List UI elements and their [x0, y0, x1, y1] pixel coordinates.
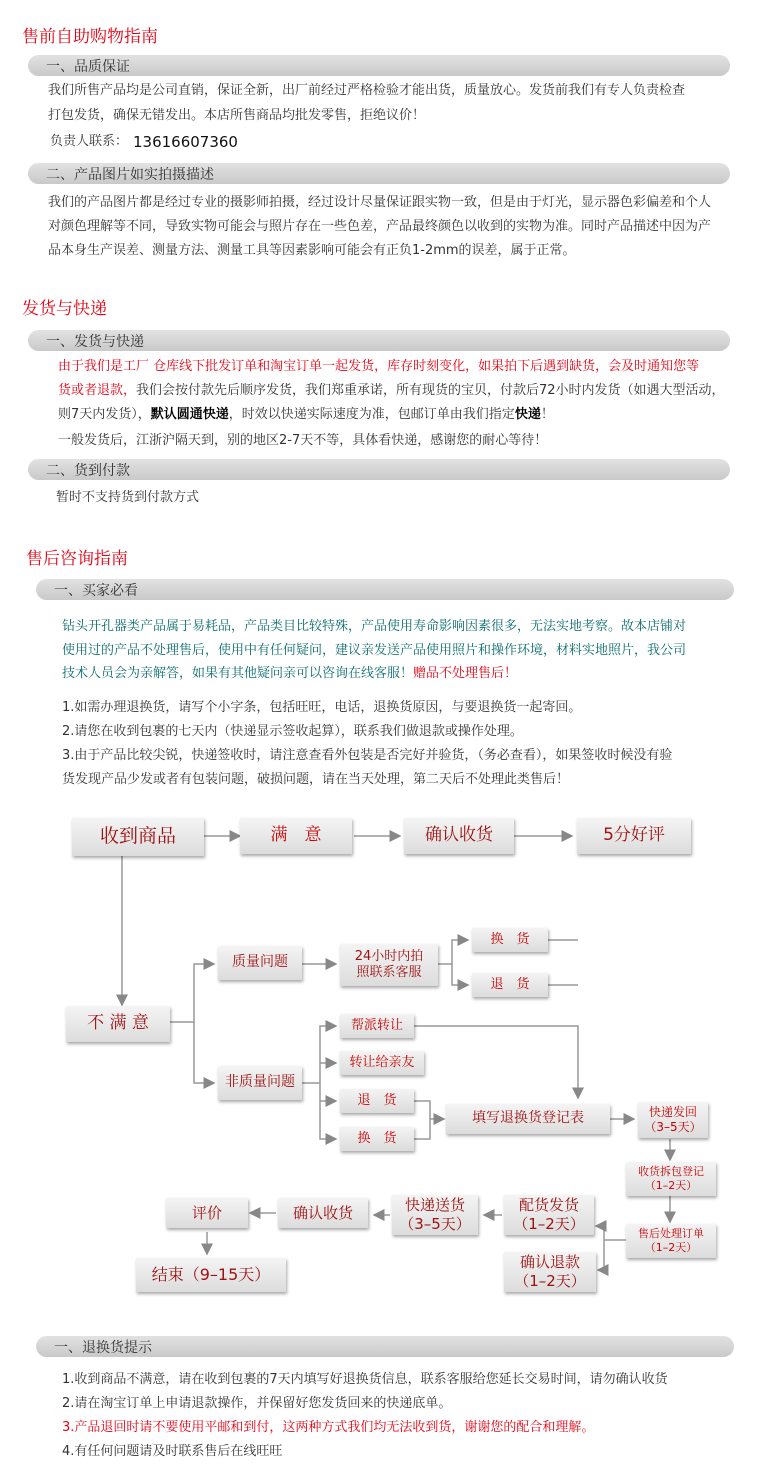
- quality-text-1: 我们所售产品均是公司直销，保证全新，出厂前经过严格检验才能出货，质量放心。发货前我们有专人负责检查: [48, 83, 686, 98]
- return-tip-2: 2.请在淘宝订单上申请退款操作，并保留好您发货回来的快递底单。: [62, 1396, 452, 1411]
- contact-label: 负责人联系：: [50, 134, 129, 149]
- flow-return-2: 退 货: [340, 1089, 414, 1113]
- flow-deliver: 配货发货 （1–2天）: [504, 1195, 594, 1235]
- flow-quality: 质量问题: [218, 946, 302, 980]
- flow-fill-form: 填写退换货登记表: [446, 1104, 610, 1134]
- flow-refund: 确认退款 （1–2天）: [504, 1252, 596, 1292]
- flow-confirm-2: 确认收货: [278, 1198, 368, 1228]
- photo-text-1: 我们的产品图片都是经过专业的摄影师拍摄，经过设计尽量保证跟实物一致，但是由于灯光，显示器色彩偏差和个人: [48, 195, 712, 210]
- shipping-text-1: 由于我们是工厂 仓库线下批发订单和淘宝订单一起发货，库存时刻变化，如果拍下后遇到缺货，会及时通知您等: [58, 359, 700, 374]
- flow-process-order: 售后处理订单 （1–2天）: [626, 1224, 716, 1258]
- photo-text-2: 对颜色理解等不同，导致实物可能会与照片存在一些色差，产品最终颜色以收到的实物为准。同时产品描述中因为产: [48, 219, 712, 234]
- photo-text-3: 品本身生产误差、测量方法、测量工具等因素影响可能会有正负1-2mm的误差，属于正常。: [48, 243, 576, 258]
- flow-rate: 评价: [166, 1198, 248, 1228]
- flow-satisfied: 满 意: [240, 818, 352, 854]
- flow-transfer: 帮派转让: [340, 1014, 414, 1038]
- return-tip-4: 4.有任何问题请及时联系售后在线旺旺: [62, 1444, 283, 1459]
- flow-unsatisfied: 不 满 意: [66, 1006, 170, 1042]
- section-title-aftersale: 售后咨询指南: [26, 549, 128, 569]
- bar-buyer-must-read: 一、买家必看: [36, 579, 734, 600]
- rule-3b: 货发现产品少发或者有包装问题，破损问题，请在当天处理，第二天后不处理此类售后！: [62, 772, 570, 787]
- flow-confirm: 确认收货: [404, 818, 514, 854]
- cod-text: 暂时不支持货到付款方式: [56, 490, 200, 505]
- contact-phone: 13616607360: [133, 133, 238, 151]
- shipping-text-3: 则7天内发货），默认圆通快递，时效以快递实际速度为准，包邮订单由我们指定快递！: [58, 407, 554, 422]
- flow-return-1: 退 货: [472, 973, 548, 997]
- flow-express: 快递送货 （3–5天）: [392, 1195, 478, 1235]
- rule-1: 1.如需办理退换货，请写个小字条，包括旺旺，电话，退换货原因，与要退换货一起寄回。: [62, 700, 582, 715]
- shipping-text-2: 货或者退款，我们会按付款先后顺序发货，我们郑重承诺，所有现货的宝贝，付款后72小时内发货（如遇大型活动，: [58, 383, 725, 398]
- flow-end: 结束（9–15天）: [136, 1258, 286, 1292]
- flow-five-star: 5分好评: [577, 818, 691, 854]
- bar-photo-description: 二、产品图片如实拍摄描述: [28, 163, 730, 184]
- return-tip-1: 1.收到商品不满意，请在收到包裹的7天内填写好退换货信息，联系客服给您延长交易时间，请勿确认收货: [62, 1372, 668, 1387]
- flow-exchange-2: 换 货: [340, 1127, 414, 1151]
- shipping-text-4: 一般发货后，江浙沪隔天到，别的地区2-7天不等，具体看快递，感谢您的耐心等待！: [58, 433, 548, 448]
- section-title-presale: 售前自助购物指南: [22, 27, 158, 47]
- return-tip-3: 3.产品退回时请不要使用平邮和到付，这两种方式我们均无法收到货，谢谢您的配合和理解。: [62, 1420, 595, 1435]
- flow-exchange-1: 换 货: [472, 928, 548, 952]
- section-title-shipping: 发货与快递: [22, 299, 107, 319]
- flow-give: 转让给亲友: [340, 1051, 424, 1075]
- flow-unpack: 收货拆包登记 （1–2天）: [626, 1162, 716, 1196]
- flow-non-quality: 非质量问题: [218, 1066, 302, 1100]
- bar-shipping: 一、发货与快递: [28, 330, 730, 351]
- rule-3a: 3.由于产品比较尖锐，快递签收时，请注意查看外包装是否完好并验货，（务必查看），如果签收时候没有验: [62, 748, 673, 763]
- flow-within-24h: 24小时内拍 照联系客服: [340, 944, 438, 986]
- bar-return-tips: 一、退换货提示: [36, 1336, 734, 1357]
- flow-received: 收到商品: [72, 818, 204, 856]
- rule-2: 2.请您在收到包裹的七天内（快递显示签收起算），联系我们做退款或操作处理。: [62, 724, 523, 739]
- notice-text-3: 技术人员会为亲解答，如果有其他疑问亲可以咨询在线客服！赠品不处理售后！: [62, 666, 518, 681]
- quality-text-2: 打包发货，确保无错发出。本店所售商品均批发零售，拒绝议价！: [48, 108, 426, 123]
- notice-text-2: 使用过的产品不处理售后，使用中有任何疑问，建议亲发送产品使用照片和操作环境，材料实地照片，我公司: [62, 643, 687, 658]
- flow-ship-back: 快递发回 （3–5天）: [638, 1102, 708, 1138]
- bar-cod: 二、货到付款: [28, 459, 730, 480]
- bar-quality-guarantee: 一、品质保证: [28, 55, 730, 76]
- notice-text-1: 钻头开孔器类产品属于易耗品，产品类目比较特殊，产品使用寿命影响因素很多，无法实地考察。故本店铺对: [62, 619, 687, 634]
